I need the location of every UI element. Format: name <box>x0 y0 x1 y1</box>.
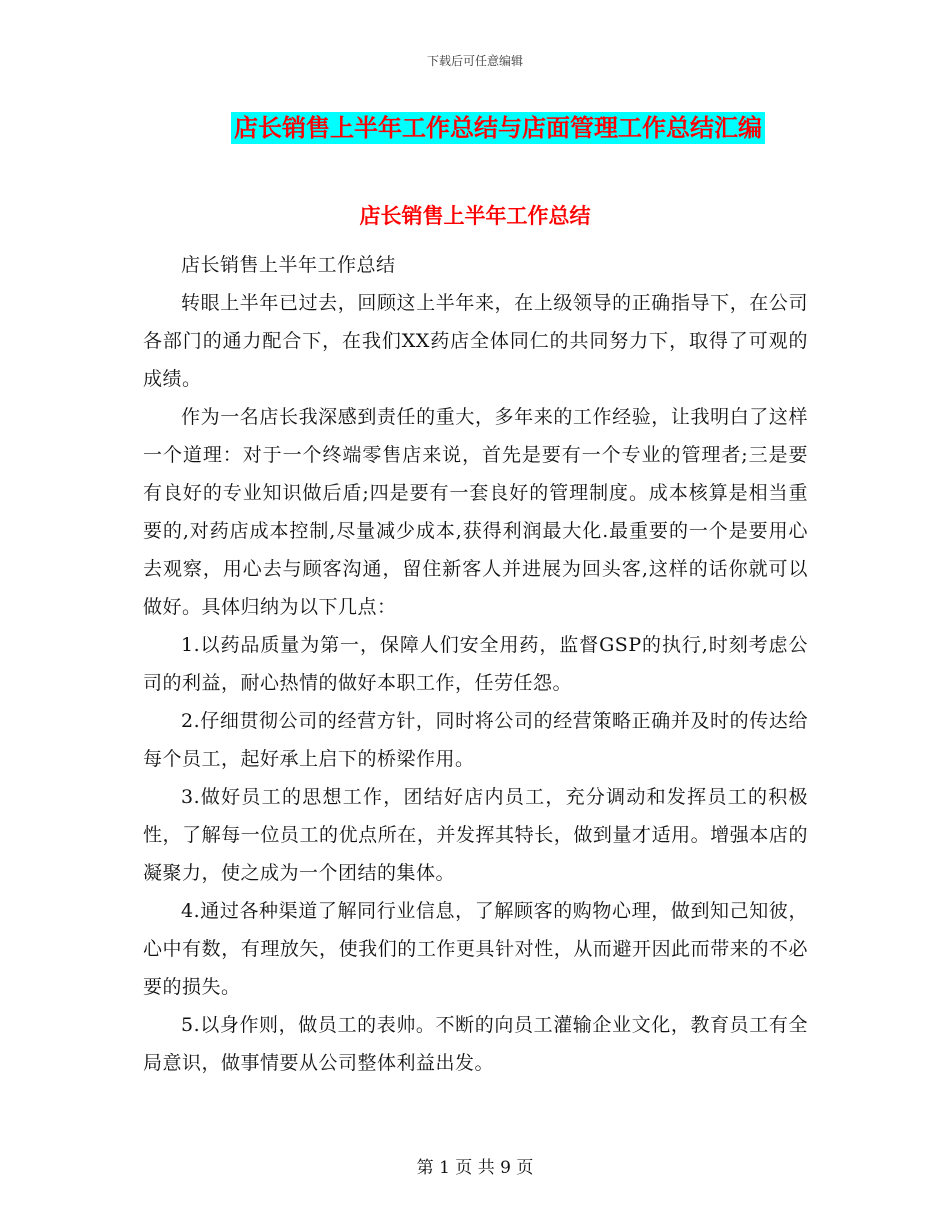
document-body <box>143 246 808 1082</box>
list-item-paragraph: 5.以身作则，做员工的表帅。不断的向员工灌输企业文化，教育员工有全局意识，做事情要从公司整体利益出发。 <box>143 1014 808 1074</box>
list-item-paragraph: 2.仔细贯彻公司的经营方针，同时将公司的经营策略正确并及时的传达给每个员工，起好承上启下的桥梁作用。 <box>143 710 808 770</box>
section-title: 店长销售上半年工作总结 <box>359 203 591 228</box>
paragraph: 作为一名店长我深感到责任的重大，多年来的工作经验，让我明白了这样一个道理：对于一个终端零售店来说，首先是要有一个专业的管理者;三是要有良好的专业知识做后盾;四是要有一套良好的管理制度。成本核算是相当重要的,对药店成本控制,尽量减少成本,获得利润最大化.最重要的一个是要用心去观察，用心去与顾客沟通，留住新客人并进展为回头客,这样的话你就可以做好。具体归纳为以下几点： <box>143 406 808 618</box>
document-title: 店长销售上半年工作总结与店面管理工作总结汇编 <box>231 112 765 144</box>
list-item-paragraph: 1.以药品质量为第一，保障人们安全用药，监督GSP的执行,时刻考虑公司的利益，耐心热情的做好本职工作，任劳任怨。 <box>143 634 808 694</box>
paragraph: 转眼上半年已过去，回顾这上半年来，在上级领导的正确指导下，在公司各部门的通力配合下，在我们XX药店全体同仁的共同努力下，取得了可观的成绩。 <box>143 292 808 390</box>
paragraph: 店长销售上半年工作总结 <box>181 254 396 276</box>
list-item-paragraph: 3.做好员工的思想工作，团结好店内员工，充分调动和发挥员工的积极性，了解每一位员工的优点所在，并发挥其特长，做到量才适用。增强本店的凝聚力，使之成为一个团结的集体。 <box>143 786 808 884</box>
page-header-note: 下载后可任意编辑 <box>426 54 523 68</box>
list-item-paragraph: 4.通过各种渠道了解同行业信息，了解顾客的购物心理，做到知己知彼，心中有数，有理放矢，使我们的工作更具针对性，从而避开因此而带来的不必要的损失。 <box>143 900 808 998</box>
document-title-container <box>0 112 950 144</box>
page-number: 第 1 页 共 9 页 <box>416 1158 534 1178</box>
